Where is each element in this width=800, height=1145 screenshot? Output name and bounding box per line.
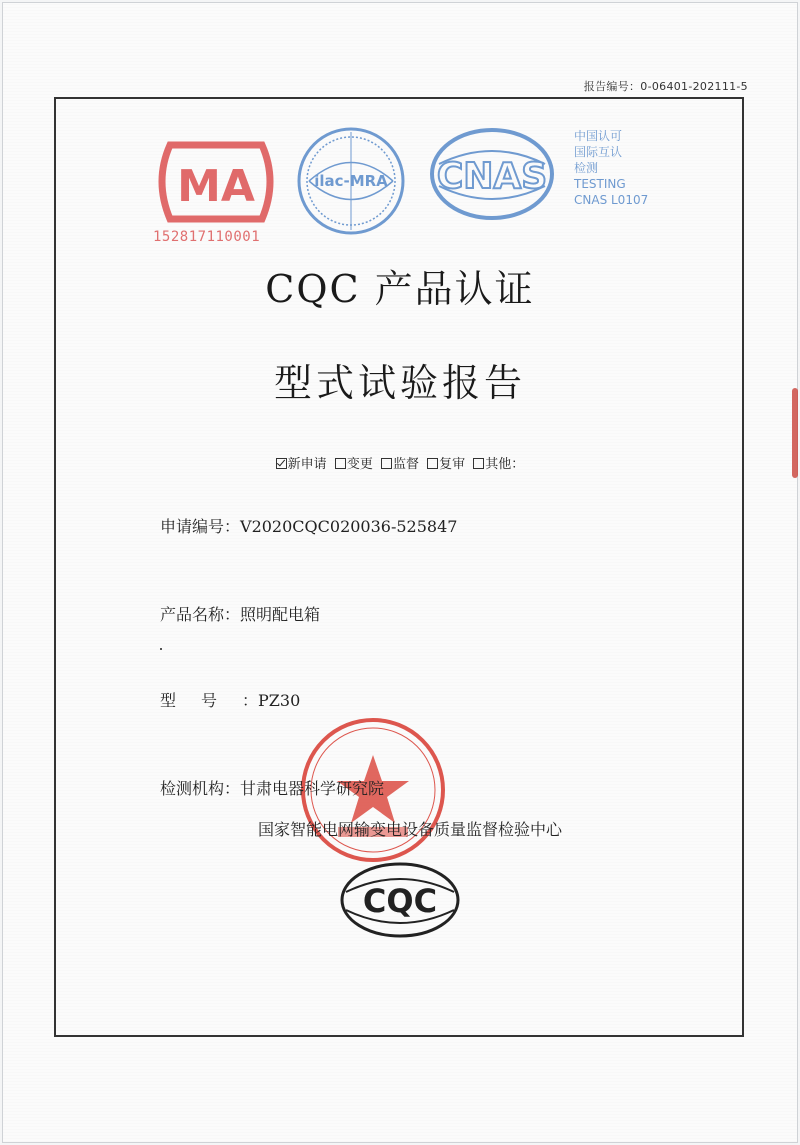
model-label: 型号： xyxy=(160,691,258,710)
checkbox-icon[interactable] xyxy=(427,458,438,469)
product-name-label: 产品名称： xyxy=(160,605,241,624)
checkbox-icon[interactable] xyxy=(335,458,346,469)
cnas-line: TESTING xyxy=(574,177,626,191)
model-value: PZ30 xyxy=(258,691,301,710)
option-change[interactable]: 变更 xyxy=(335,457,373,472)
cma-logo-text: MA xyxy=(177,161,255,212)
application-number-label: 申请编号： xyxy=(160,517,241,536)
cnas-line: CNAS L0107 xyxy=(574,193,649,207)
cqc-logo-icon xyxy=(338,860,462,940)
testing-agency-name: 甘肃电器科学研究院 xyxy=(240,779,385,798)
cma-logo-icon xyxy=(150,135,282,227)
application-number-field xyxy=(160,514,457,537)
cma-number: 152817110001 xyxy=(153,229,261,245)
cnas-logo-text: CNAS xyxy=(436,156,548,197)
testing-agency-field xyxy=(160,776,384,799)
checkbox-icon[interactable] xyxy=(473,458,484,469)
product-name-field xyxy=(160,602,320,625)
model-field xyxy=(160,688,300,711)
application-number-value: V2020CQC020036-525847 xyxy=(240,517,458,536)
cnas-logo-icon xyxy=(427,124,557,224)
checkbox-checked-icon[interactable] xyxy=(276,458,287,469)
report-title: 型式试验报告 xyxy=(273,361,526,405)
testing-agency-label: 检测机构： xyxy=(160,779,241,798)
checkbox-icon[interactable] xyxy=(381,458,392,469)
application-type-options xyxy=(0,453,800,472)
cqc-logo-text: CQC xyxy=(362,882,438,920)
stray-mark xyxy=(160,648,162,650)
cnas-accreditation-text xyxy=(574,128,648,208)
product-name-value: 照明配电箱 xyxy=(240,605,321,624)
report-number: 报告编号：0-06401-202111-5 xyxy=(583,80,748,93)
testing-agency-name-2: 国家智能电网输变电设备质量监督检验中心 xyxy=(258,820,563,839)
cnas-line: 检测 xyxy=(574,161,599,175)
certification-title: CQC 产品认证 xyxy=(265,267,535,311)
cnas-line: 中国认可 xyxy=(574,129,623,143)
ilac-mra-logo-icon xyxy=(294,124,408,238)
option-review[interactable]: 复审 xyxy=(427,457,465,472)
option-supervision[interactable]: 监督 xyxy=(381,457,419,472)
option-new-application[interactable]: 新申请 xyxy=(276,457,327,472)
cnas-line: 国际互认 xyxy=(574,145,623,159)
option-other[interactable]: 其他： xyxy=(473,457,524,472)
ilac-logo-text: ilac-MRA xyxy=(314,172,388,190)
